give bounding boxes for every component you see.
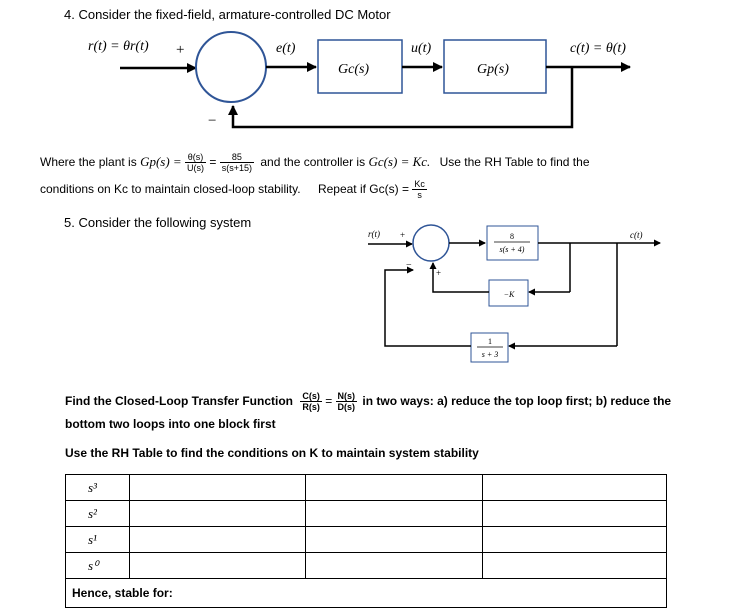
nd-numerator: N(s): [337, 391, 356, 402]
table-row: [66, 553, 667, 579]
table-cell[interactable]: [306, 475, 483, 501]
rh-instruction: Use the RH Table to find the conditions on K to maintain system stability: [65, 446, 479, 460]
output-label: c(t) = θ(t): [570, 41, 626, 56]
routh-hurwitz-table: [65, 474, 667, 608]
row-label: s²: [66, 501, 130, 527]
minus-sign: −: [208, 113, 217, 129]
row-label: s¹: [66, 527, 130, 553]
forward-numerator: 8: [510, 232, 514, 241]
problem-5-heading: 5. Consider the following system: [64, 215, 252, 230]
control-signal-label: u(t): [411, 41, 432, 56]
table-cell[interactable]: [483, 553, 667, 579]
table-cell[interactable]: [483, 527, 667, 553]
input-label-2: r(t): [368, 229, 380, 239]
plant-numerator: 85: [220, 152, 254, 163]
table-row: [66, 579, 667, 608]
plus-sign-2: +: [436, 268, 442, 278]
table-cell[interactable]: [130, 553, 306, 579]
plus-sign-1: +: [400, 230, 406, 240]
find-transfer-function-line-2: bottom two loops into one block first: [65, 417, 276, 431]
find-transfer-function-line: Find the Closed-Loop Transfer Function $\frac{C(s)}{R(s)}$ = $\frac{N(s)}{D(s)}$ in two ways: a) reduce the top loop first; b) reduce the: [65, 391, 672, 413]
plant-description-line: Where the plant is Gp(s) = $\frac{\theta(s)}{U(s)}$ = $\frac{85}{s(s+15)}$ and the controller is Gc(s) = Kc. Use the RH Table to find the: [40, 152, 590, 174]
plant-label: Gp(s): [477, 62, 509, 77]
theta-denominator: U(s): [187, 163, 205, 174]
output-label-2: c(t): [630, 230, 643, 240]
controller-label: Gc(s): [338, 62, 370, 77]
gain-label: −K: [503, 290, 515, 299]
problem-4-heading: 4. Consider the fixed-field, armature-controlled DC Motor: [64, 7, 391, 22]
repeat-numerator: Kc: [414, 179, 425, 190]
cr-denominator: R(s): [302, 402, 320, 413]
theta-numerator: θ(s): [185, 152, 206, 163]
table-cell[interactable]: [306, 527, 483, 553]
table-cell[interactable]: [130, 501, 306, 527]
error-label: e(t): [276, 41, 296, 56]
table-cell[interactable]: [483, 475, 667, 501]
table-cell[interactable]: [306, 501, 483, 527]
table-cell[interactable]: [130, 527, 306, 553]
feedback-numerator: 1: [488, 337, 492, 346]
input-label: r(t) = θr(t): [88, 39, 149, 54]
row-label: s³: [66, 475, 130, 501]
table-cell[interactable]: [306, 553, 483, 579]
repeat-denominator: s: [417, 190, 422, 201]
table-row: [66, 475, 667, 501]
table-cell[interactable]: [130, 475, 306, 501]
summing-junction-2: [413, 225, 449, 261]
plus-sign: +: [176, 42, 185, 58]
feedback-denominator: s + 3: [481, 350, 499, 359]
stability-footer[interactable]: Hence, stable for:: [66, 579, 667, 608]
minus-sign-2: −: [406, 260, 412, 271]
row-label: s⁰: [66, 553, 130, 579]
plant-denominator: s(s+15): [221, 163, 253, 174]
stability-conditions-line: conditions on Kc to maintain closed-loop stability. Repeat if Gc(s) = $\frac{Kc}{s}$: [40, 179, 425, 201]
nd-denominator: D(s): [337, 402, 356, 413]
table-row: [66, 501, 667, 527]
forward-denominator: s(s + 4): [499, 245, 525, 254]
table-row: [66, 527, 667, 553]
cr-numerator: C(s): [302, 391, 320, 402]
table-cell[interactable]: [483, 501, 667, 527]
